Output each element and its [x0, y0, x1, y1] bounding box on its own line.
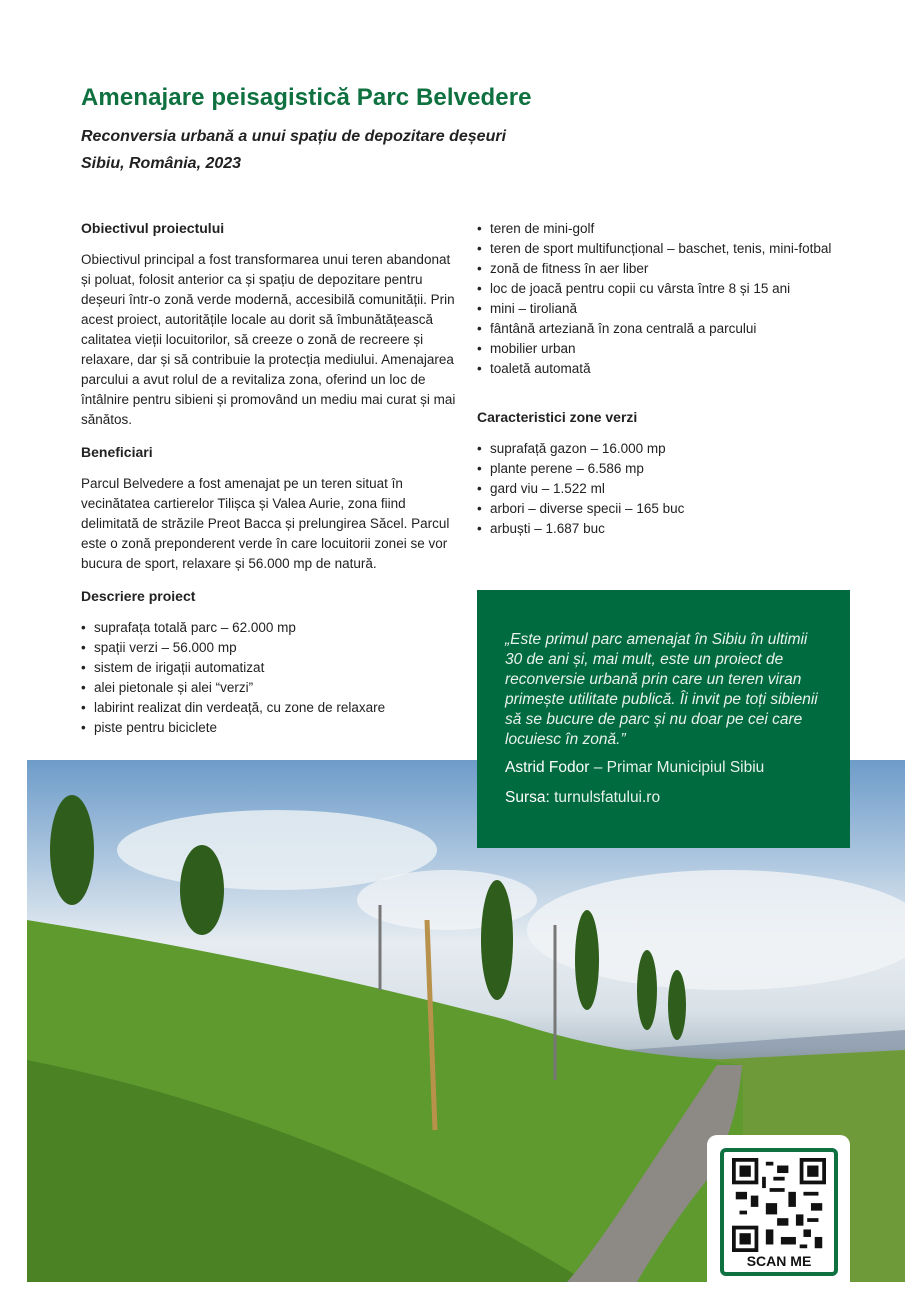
green-list — [477, 439, 877, 539]
source-link[interactable]: turnulsfatului.ro — [549, 789, 661, 806]
subtitle: Reconversia urbană a unui spațiu de depozitare deșeuri — [81, 128, 507, 145]
scan-me-label: SCAN ME — [746, 1253, 812, 1269]
list-item: • mini – tiroliană — [477, 299, 877, 319]
list-item: • plante perene – 6.586 mp — [477, 459, 877, 479]
location-year: Sibiu, România, 2023 — [81, 155, 242, 172]
list-item: • piste pentru biciclete — [81, 718, 461, 738]
green-heading: Caracteristici zone verzi — [477, 409, 638, 425]
author-name: Astrid Fodor — [505, 759, 590, 776]
list-item: • sistem de irigații automatizat — [81, 658, 461, 678]
list-item: • spații verzi – 56.000 mp — [81, 638, 461, 658]
beneficiaries-text: Parcul Belvedere a fost amenajat pe un teren situat în vecinătatea cartierelor Tilișca și Valea Aurie, zona fiind delimitată de străzile Preot Bacca și prelungirea Săcel. Parcul este o zonă preponderent verde în care locuitorii zonei se vor bucura de sport, relaxare și 56.000 mp de natură. — [81, 476, 450, 571]
quote-source — [505, 788, 822, 808]
quote-text: „Este primul parc amenajat în Sibiu în ultimii 30 de ani și, mai mult, este un proiect de reconversie urbană prin care un teren viran primește utilitate publică. Îi invit pe toți sibienii să se bucure de parc și nu doar pe cei care locuiesc în zonă.” — [505, 631, 818, 748]
description-list-continued — [477, 219, 877, 379]
description-list — [81, 618, 461, 738]
list-item: • gard viu – 1.522 ml — [477, 479, 877, 499]
page-title: Amenajare peisagistică Parc Belvedere — [81, 84, 532, 111]
quote-box — [477, 590, 850, 848]
qr-frame[interactable] — [720, 1148, 838, 1276]
list-item: • loc de joacă pentru copii cu vârsta între 8 și 15 ani — [477, 279, 877, 299]
left-column — [81, 220, 461, 752]
objective-heading: Obiectivul proiectului — [81, 220, 225, 236]
list-item: • alei pietonale și alei “verzi” — [81, 678, 461, 698]
description-heading: Descriere proiect — [81, 588, 196, 604]
list-item: • fântână arteziană în zona centrală a parcului — [477, 319, 877, 339]
quote-author — [505, 758, 822, 778]
list-item: • teren de sport multifuncțional – baschet, tenis, mini-fotbal — [477, 239, 877, 259]
list-item: • mobilier urban — [477, 339, 877, 359]
qr-code-icon — [732, 1158, 826, 1252]
list-item: • zonă de fitness în aer liber — [477, 259, 877, 279]
list-item: • arbori – diverse specii – 165 buc — [477, 499, 877, 519]
source-label: Sursa: — [505, 789, 550, 806]
qr-card — [707, 1135, 850, 1282]
list-item: • suprafață gazon – 16.000 mp — [477, 439, 877, 459]
list-item: • labirint realizat din verdeață, cu zone de relaxare — [81, 698, 461, 718]
right-column — [477, 219, 877, 553]
objective-text: Obiectivul principal a fost transformarea unui teren abandonat și poluat, folosit anterior ca și spațiu de depozitare pentru deșeuri într-o zonă verde modernă, accesibilă comunității. Prin acest proiect, autoritățile locale au dorit să îmbunătățească calitatea vieții locuitorilor, să creeze o zonă de recreere și relaxare, dar și să contribuie la protecția mediului. Amenajarea parcului a avut rolul de a revitaliza zona, oferind un loc de întâlnire pentru sibieni și promovând un mediu mai curat și mai sănătos. — [81, 252, 456, 427]
list-item: • arbuști – 1.687 buc — [477, 519, 877, 539]
beneficiaries-heading: Beneficiari — [81, 444, 153, 460]
list-item: • toaletă automată — [477, 359, 877, 379]
author-role: – Primar Municipiul Sibiu — [589, 759, 765, 776]
list-item: • suprafața totală parc – 62.000 mp — [81, 618, 461, 638]
list-item: • teren de mini-golf — [477, 219, 877, 239]
